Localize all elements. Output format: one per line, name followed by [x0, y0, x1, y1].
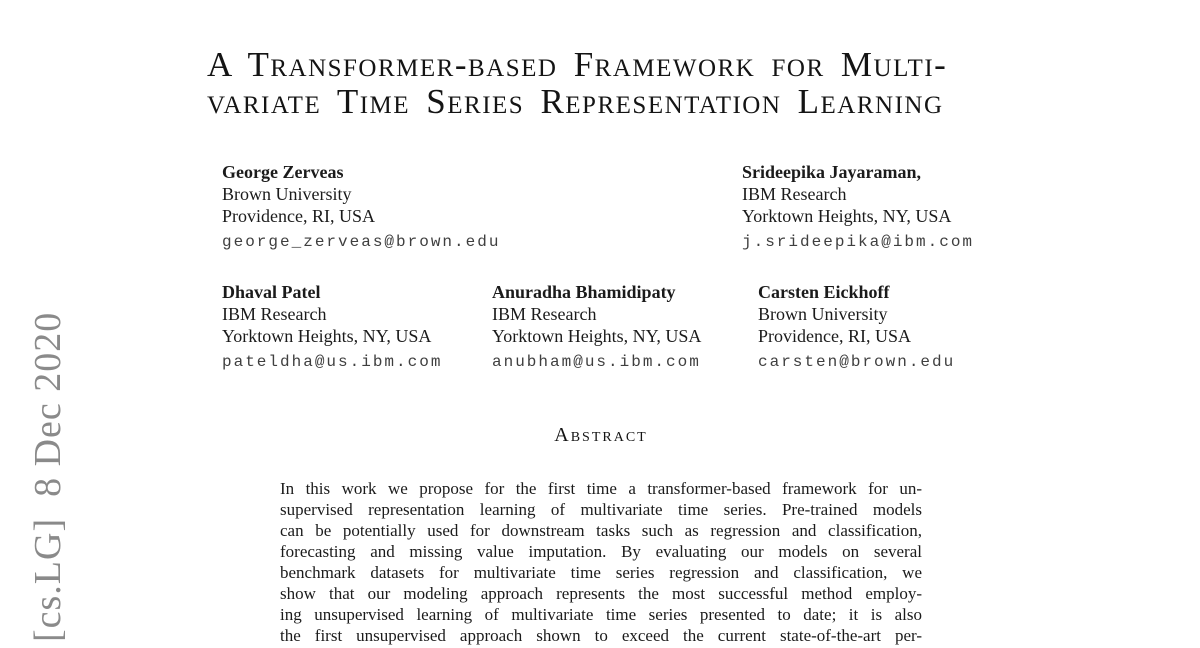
- paper-title-line-1: A Transformer-based Framework for Multi-: [207, 45, 948, 84]
- abstract-line: benchmark datasets for multivariate time series regression and classification, we: [280, 563, 922, 582]
- paper-title-line-2: variate Time Series Representation Learning: [207, 82, 944, 121]
- abstract-heading: Abstract: [554, 424, 648, 446]
- author-location: Providence, RI, USA: [758, 326, 911, 346]
- author-affiliation: IBM Research: [492, 304, 597, 324]
- author-email: carsten@brown.edu: [758, 353, 956, 371]
- author-name: Anuradha Bhamidipaty: [492, 282, 676, 302]
- abstract-line: In this work we propose for the first time a transformer-based framework for un-: [280, 479, 922, 498]
- author-name: George Zerveas: [222, 162, 344, 182]
- author-affiliation: IBM Research: [742, 184, 847, 204]
- abstract-line: show that our modeling approach represents the most successful method employ-: [280, 584, 922, 603]
- author-email: pateldha@us.ibm.com: [222, 353, 443, 371]
- author-location: Yorktown Heights, NY, USA: [742, 206, 952, 226]
- author-name: Srideepika Jayaraman,: [742, 162, 922, 182]
- author-srideepika-jayaraman: [742, 161, 974, 253]
- author-affiliation: IBM Research: [222, 304, 327, 324]
- author-email: anubham@us.ibm.com: [492, 353, 701, 371]
- abstract-line: supervised representation learning of multivariate time series. Pre-trained models: [280, 500, 922, 519]
- author-george-zerveas: [222, 161, 500, 253]
- author-anuradha-bhamidipaty: [492, 281, 701, 373]
- author-location: Yorktown Heights, NY, USA: [222, 326, 432, 346]
- author-email: george_zerveas@brown.edu: [222, 233, 501, 251]
- abstract-line: forecasting and missing value imputation. By evaluating our models on several: [280, 542, 922, 561]
- author-email: j.srideepika@ibm.com: [742, 233, 975, 251]
- author-location: Yorktown Heights, NY, USA: [492, 326, 702, 346]
- arxiv-category-date-stamp: [cs.LG] 8 Dec 2020: [27, 311, 69, 642]
- author-name: Carsten Eickhoff: [758, 282, 890, 302]
- author-location: Providence, RI, USA: [222, 206, 375, 226]
- abstract-line: the first unsupervised approach shown to exceed the current state-of-the-art per-: [280, 626, 922, 645]
- abstract-line: ing unsupervised learning of multivariate time series presented to date; it is also: [280, 605, 922, 624]
- abstract-line: can be potentially used for downstream tasks such as regression and classification,: [280, 521, 922, 540]
- author-carsten-eickhoff: [758, 281, 955, 373]
- author-dhaval-patel: [222, 281, 442, 373]
- author-affiliation: Brown University: [222, 184, 352, 204]
- paper-title: [207, 46, 1067, 120]
- abstract-paragraph: [280, 478, 922, 646]
- author-affiliation: Brown University: [758, 304, 888, 324]
- author-name: Dhaval Patel: [222, 282, 321, 302]
